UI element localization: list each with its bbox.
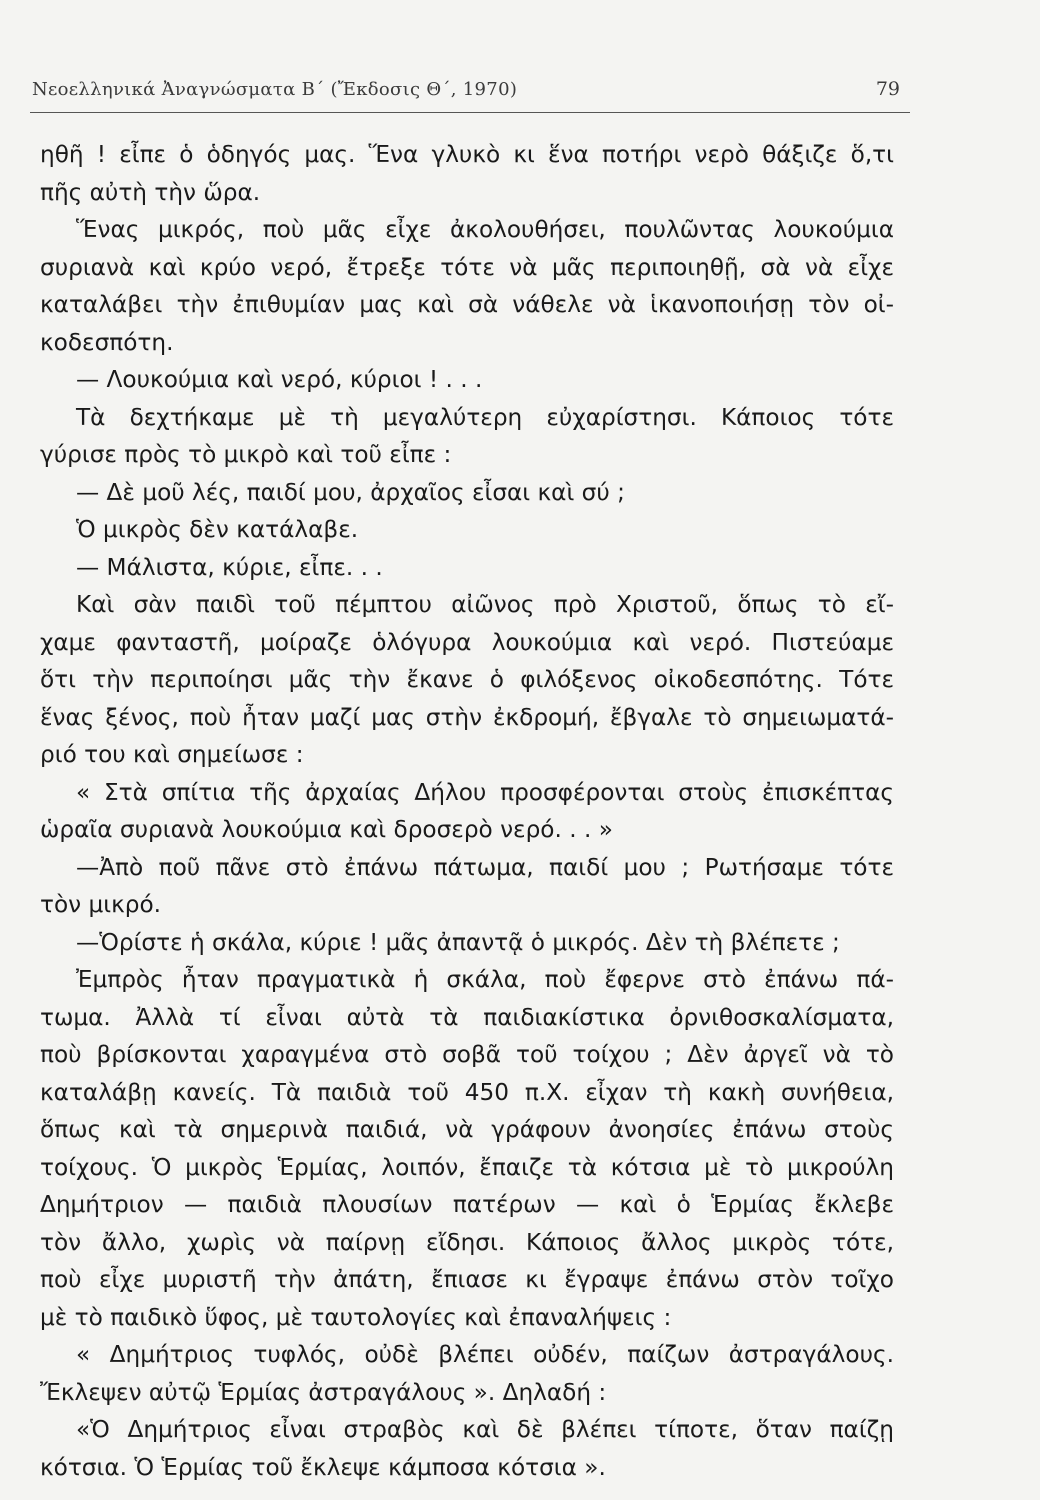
paragraph <box>40 549 894 587</box>
text-line: γύρισε πρὸς τὸ μικρὸ καὶ τοῦ εἶπε : <box>40 441 452 468</box>
text-line: Ἔκλεψεν αὐτῷ Ἑρμίας ἀστραγάλους ». Δηλαδή : <box>40 1378 607 1406</box>
paragraph <box>40 474 894 512</box>
text-line: — Λουκούμια καὶ νερό, κύριοι ! . . . <box>76 366 483 393</box>
paragraph <box>40 961 894 1336</box>
paragraph <box>40 1336 894 1411</box>
text-line: μὲ τὸ παιδικὸ ὕφος, μὲ ταυτολογίες καὶ ἐπαναλήψεις : <box>40 1303 672 1331</box>
text-line: Ὁ μικρὸς δὲν κατάλαβε. <box>76 516 359 543</box>
paragraph <box>40 774 894 849</box>
text-line: «Ὁ Δημήτριος εἶναι στραβὸς καὶ δὲ βλέπει τίποτε, ὅταν παίζῃ <box>76 1416 894 1443</box>
text-line: ποὺ βρίσκονται χαραγμένα στὸ σοβᾶ τοῦ τοίχου ; Δὲν ἀργεῖ νὰ τὸ <box>40 1041 894 1068</box>
text-line: τὸν μικρό. <box>40 891 162 918</box>
text-line: Ἕνας μικρός, ποὺ μᾶς εἶχε ἀκολουθήσει, πουλῶντας λουκούμια <box>76 216 894 243</box>
header-rule <box>30 112 910 113</box>
text-line: « Στὰ σπίτια τῆς ἀρχαίας Δήλου προσφέρονται στοὺς ἐπισκέπτας <box>76 778 894 806</box>
text-line: Ἐμπρὸς ἦταν πραγματικὰ ἡ σκάλα, ποὺ ἔφερνε στὸ ἐπάνω πά- <box>76 966 894 993</box>
text-line: — Μάλιστα, κύριε, εἶπε. . . <box>76 553 383 581</box>
page-number: 79 <box>875 78 900 100</box>
text-line: καταλάβει τὴν ἐπιθυμίαν μας καὶ σὰ νάθελε νὰ ἱκανοποιήσῃ τὸν οἰ- <box>40 291 894 318</box>
text-line: Δημήτριον — παιδιὰ πλουσίων πατέρων — καὶ ὁ Ἑρμίας ἔκλεβε <box>40 1191 894 1218</box>
text-line: τοίχους. Ὁ μικρὸς Ἑρμίας, λοιπόν, ἔπαιζε τὰ κότσια μὲ τὸ μικρούλη <box>40 1153 894 1181</box>
text-line: Καὶ σὰν παιδὶ τοῦ πέμπτου αἰῶνος πρὸ Χριστοῦ, ὅπως τὸ εἴ- <box>76 591 894 618</box>
text-line: χαμε φανταστῆ, μοίραζε ὁλόγυρα λουκούμια καὶ νερό. Πιστεύαμε <box>40 628 894 656</box>
paragraph <box>40 511 894 549</box>
text-line: συριανὰ καὶ κρύο νερό, ἔτρεξε τότε νὰ μᾶς περιποιηθῇ, σὰ νὰ εἶχε <box>40 253 894 281</box>
text-line: —Ἀπὸ ποῦ πᾶνε στὸ ἐπάνω πάτωμα, παιδί μου ; Ρωτήσαμε τότε <box>76 853 894 881</box>
paragraph <box>40 361 894 399</box>
text-line: — Δὲ μοῦ λές, παιδί μου, ἀρχαῖος εἶσαι καὶ σύ ; <box>76 478 625 506</box>
text-line: « Δημήτριος τυφλός, οὐδὲ βλέπει οὐδέν, παίζων ἀστραγάλους. <box>76 1341 894 1368</box>
text-line: ὅτι τὴν περιποίησι μᾶς τὴν ἔκανε ὁ φιλόξενος οἰκοδεσπότης. Τότε <box>40 666 894 693</box>
page-body-text <box>40 136 894 1486</box>
paragraph <box>40 1411 894 1486</box>
text-line: τὸν ἄλλο, χωρὶς νὰ παίρνῃ εἴδησι. Κάποιος ἄλλος μικρὸς τότε, <box>40 1228 894 1256</box>
text-line: ὅπως καὶ τὰ σημερινὰ παιδιά, νὰ γράφουν ἀνοησίες ἐπάνω στοὺς <box>40 1116 894 1143</box>
text-line: —Ὁρίστε ἡ σκάλα, κύριε ! μᾶς ἀπαντᾷ ὁ μικρός. Δὲν τὴ βλέπετε ; <box>76 928 840 956</box>
text-line: πῆς αὐτὴ τὴν ὥρα. <box>40 178 261 206</box>
text-line: κοδεσπότη. <box>40 328 174 356</box>
paragraph <box>40 586 894 774</box>
paragraph <box>40 924 894 962</box>
paragraph <box>40 211 894 361</box>
text-line: ηθῆ ! εἶπε ὁ ὁδηγός μας. Ἕνα γλυκὸ κι ἕνα ποτήρι νερὸ θάξιζε ὅ,τι <box>40 141 894 168</box>
header-source: Νεοελληνικά Ἀναγνώσματα Β΄ (Ἔκδοσις Θ΄, 1970) <box>32 78 518 100</box>
paragraph <box>40 136 894 211</box>
paragraph <box>40 849 894 924</box>
text-line: Τὰ δεχτήκαμε μὲ τὴ μεγαλύτερη εὐχαρίστησι. Κάποιος τότε <box>76 403 894 431</box>
running-header <box>32 72 900 106</box>
text-line: κότσια. Ὁ Ἑρμίας τοῦ ἔκλεψε κάμποσα κότσια ». <box>40 1453 606 1481</box>
text-line: καταλάβῃ κανείς. Τὰ παιδιὰ τοῦ 450 π.Χ. εἶχαν τὴ κακὴ συνήθεια, <box>40 1078 894 1106</box>
text-line: τωμα. Ἀλλὰ τί εἶναι αὐτὰ τὰ παιδιακίστικα ὀρνιθοσκαλίσματα, <box>40 1003 894 1031</box>
text-line: ἕνας ξένος, ποὺ ἦταν μαζί μας στὴν ἐκδρομή, ἔβγαλε τὸ σημειωματά- <box>40 703 894 731</box>
text-line: ποὺ εἶχε μυριστῆ τὴν ἀπάτη, ἔπιασε κι ἔγραψε ἐπάνω στὸν τοῖχο <box>40 1266 894 1293</box>
text-line: ὡραῖα συριανὰ λουκούμια καὶ δροσερὸ νερό. . . » <box>40 816 613 843</box>
text-line: ριό του καὶ σημείωσε : <box>40 741 304 768</box>
paragraph <box>40 399 894 474</box>
